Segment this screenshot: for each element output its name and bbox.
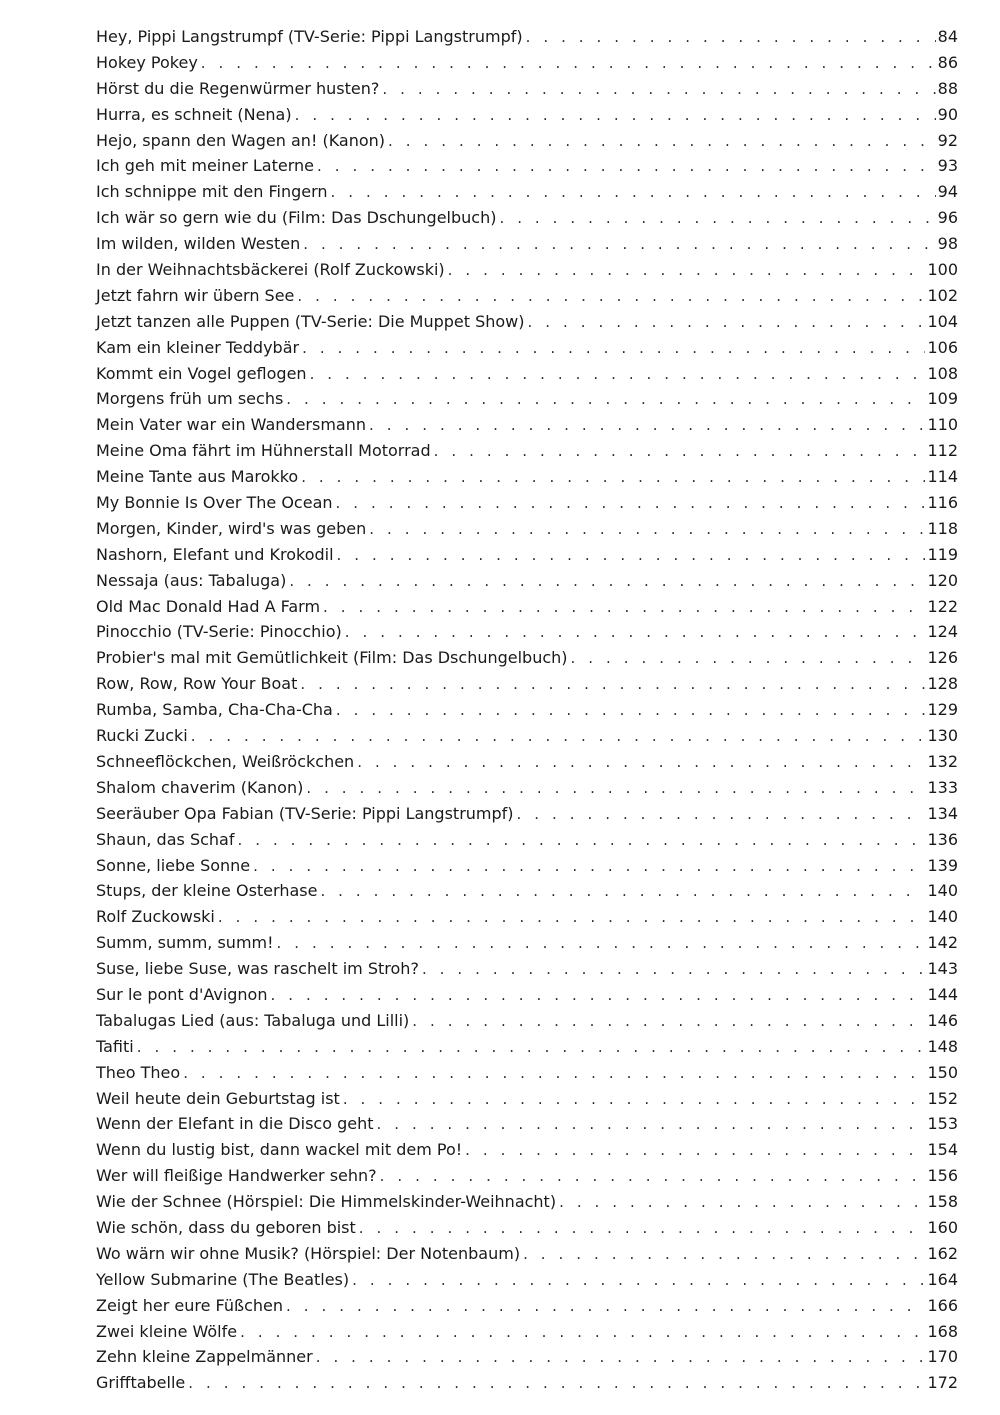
dot-leader (336, 698, 926, 724)
toc-entry-page: 106 (927, 337, 958, 357)
toc-entry-page: 142 (927, 933, 958, 953)
dot-leader (191, 724, 926, 750)
dot-leader (302, 336, 925, 362)
toc-entry-title: Tafiti (96, 1036, 134, 1056)
dot-leader (286, 387, 925, 413)
toc-entry[interactable] (96, 76, 958, 102)
toc-entry[interactable] (96, 542, 958, 568)
dot-leader (523, 1242, 925, 1268)
toc-entry-page: 100 (927, 260, 958, 280)
toc-entry-title: Old Mac Donald Had A Farm (96, 596, 321, 616)
toc-entry[interactable] (96, 361, 958, 387)
toc-entry[interactable] (96, 697, 958, 723)
toc-entry-title: Grifftabelle (96, 1373, 186, 1393)
dot-leader (218, 905, 926, 931)
toc-entry-page: 143 (927, 959, 958, 979)
toc-entry-title: Nessaja (aus: Tabaluga) (96, 570, 287, 590)
dot-leader (357, 750, 925, 776)
toc-entry[interactable] (96, 128, 958, 154)
toc-entry-page: 88 (937, 78, 958, 98)
toc-entry-title: Sonne, liebe Sonne (96, 855, 251, 875)
toc-entry[interactable] (96, 102, 958, 128)
toc-entry-page: 93 (937, 156, 958, 176)
toc-entry[interactable] (96, 1319, 958, 1345)
toc-entry[interactable] (96, 50, 958, 76)
toc-entry-page: 84 (937, 27, 958, 46)
toc-entry-page: 162 (927, 1243, 958, 1263)
toc-entry[interactable] (96, 1370, 958, 1396)
dot-leader (526, 25, 936, 51)
toc-entry-title: My Bonnie Is Over The Ocean (96, 493, 333, 513)
dot-leader (382, 77, 935, 103)
toc-entry[interactable] (96, 386, 958, 412)
toc-entry-title: Zeigt her eure Füßchen (96, 1295, 284, 1315)
toc-entry-title: Theo Theo (96, 1062, 181, 1082)
dot-leader (295, 103, 936, 129)
toc-entry[interactable] (96, 24, 958, 50)
toc-entry[interactable] (96, 568, 958, 594)
toc-entry-title: In der Weihnachtsbäckerei (Rolf Zuckowski) (96, 260, 445, 280)
toc-entry-page: 116 (927, 493, 958, 513)
toc-entry[interactable] (96, 749, 958, 775)
dot-leader (448, 258, 926, 284)
toc-entry[interactable] (96, 671, 958, 697)
toc-entry-page: 126 (927, 648, 958, 668)
dot-leader (137, 1035, 926, 1061)
toc-entry-title: Ich geh mit meiner Laterne (96, 156, 314, 176)
toc-entry-page: 98 (937, 234, 958, 254)
toc-entry-title: Wenn du lustig bist, dann wackel mit dem Po! (96, 1140, 463, 1160)
toc-entry-page: 154 (927, 1140, 958, 1160)
dot-leader (559, 1190, 925, 1216)
toc-entry-title: Seeräuber Opa Fabian (TV-Serie: Pippi Langstrumpf) (96, 803, 514, 823)
dot-leader (286, 1294, 925, 1320)
dot-leader (528, 310, 926, 336)
toc-entry[interactable] (96, 645, 958, 671)
toc-entry-title: Im wilden, wilden Westen (96, 234, 301, 254)
dot-leader (380, 1164, 926, 1190)
toc-entry-page: 146 (927, 1010, 958, 1030)
toc-entry-page: 153 (927, 1114, 958, 1134)
toc-entry-title: Ich schnippe mit den Fingern (96, 182, 328, 202)
toc-entry-page: 92 (937, 130, 958, 150)
toc-entry[interactable] (96, 619, 958, 645)
toc-entry-title: Rucki Zucki (96, 726, 188, 746)
toc-entry[interactable] (96, 1034, 958, 1060)
dot-leader (345, 620, 926, 646)
toc-entry-page: 140 (927, 881, 958, 901)
toc-entry[interactable] (96, 827, 958, 853)
toc-entry[interactable] (96, 335, 958, 361)
toc-entry[interactable] (96, 801, 958, 827)
toc-entry[interactable] (96, 1189, 958, 1215)
toc-entry-title: Nashorn, Elefant und Krokodil (96, 544, 334, 564)
toc-entry[interactable] (96, 1215, 958, 1241)
dot-leader (571, 646, 926, 672)
toc-entry-page: 94 (937, 182, 958, 202)
toc-entry-page: 102 (927, 285, 958, 305)
dot-leader (183, 1061, 925, 1087)
toc-entry-page: 170 (927, 1347, 958, 1367)
toc-entry-page: 96 (937, 208, 958, 228)
dot-leader (297, 284, 925, 310)
toc-entry[interactable] (96, 1267, 958, 1293)
toc-entry-page: 150 (927, 1062, 958, 1082)
toc-entry[interactable] (96, 723, 958, 749)
toc-entry[interactable] (96, 1137, 958, 1163)
toc-entry-title: Wie schön, dass du geboren bist (96, 1217, 356, 1237)
toc-entry-title: Weil heute dein Geburtstag ist (96, 1088, 340, 1108)
toc-entry[interactable] (96, 283, 958, 309)
toc-entry-title: Hokey Pokey (96, 52, 198, 72)
dot-leader (352, 1268, 925, 1294)
dot-leader (270, 983, 925, 1009)
toc-entry[interactable] (96, 257, 958, 283)
toc-entry[interactable] (96, 1163, 958, 1189)
toc-entry[interactable] (96, 982, 958, 1008)
toc-entry-page: 129 (927, 700, 958, 720)
toc-entry-title: Zehn kleine Zappelmänner (96, 1347, 313, 1367)
toc-entry-page: 108 (927, 363, 958, 383)
toc-entry-page: 119 (927, 544, 958, 564)
dot-leader (253, 854, 925, 880)
toc-entry[interactable] (96, 1111, 958, 1137)
dot-leader (201, 51, 936, 77)
toc-entry-page: 128 (927, 674, 958, 694)
toc-entry-title: Jetzt fahrn wir übern See (96, 285, 295, 305)
toc-entry-title: Kam ein kleiner Teddybär (96, 337, 300, 357)
toc-entry[interactable] (96, 1086, 958, 1112)
toc-entry-title: Hurra, es schneit (Nena) (96, 104, 292, 124)
toc-entry-title: Morgen, Kinder, wird's was geben (96, 518, 367, 538)
dot-leader (517, 802, 926, 828)
toc-entry[interactable] (96, 878, 958, 904)
toc-entry-page: 148 (927, 1036, 958, 1056)
dot-leader (317, 154, 936, 180)
toc-entry-page: 122 (927, 596, 958, 616)
toc-entry[interactable] (96, 1344, 958, 1370)
toc-entry-title: Row, Row, Row Your Boat (96, 674, 298, 694)
toc-entry-title: Wo wärn wir ohne Musik? (Hörspiel: Der Notenbaum) (96, 1243, 521, 1263)
dot-leader (331, 180, 936, 206)
toc-entry[interactable] (96, 1241, 958, 1267)
toc-entry-title: Zwei kleine Wölfe (96, 1321, 238, 1341)
toc-entry-page: 140 (927, 907, 958, 927)
toc-entry-title: Probier's mal mit Gemütlichkeit (Film: Das Dschungelbuch) (96, 648, 568, 668)
toc-entry-title: Tabalugas Lied (aus: Tabaluga und Lilli) (96, 1010, 410, 1030)
dot-leader (412, 1009, 925, 1035)
toc-entry-title: Stups, der kleine Osterhase (96, 881, 318, 901)
toc-entry-page: 132 (927, 751, 958, 771)
toc-entry[interactable] (96, 930, 958, 956)
toc-entry[interactable] (96, 594, 958, 620)
toc-entry-title: Meine Oma fährt im Hühnerstall Motorrad (96, 441, 431, 461)
dot-leader (289, 569, 925, 595)
dot-leader (336, 491, 926, 517)
toc-entry-page: 160 (927, 1217, 958, 1237)
toc-entry[interactable] (96, 1060, 958, 1086)
toc-entry-title: Shalom chaverim (Kanon) (96, 777, 304, 797)
dot-leader (320, 879, 925, 905)
toc-entry[interactable] (96, 179, 958, 205)
toc-entry-title: Rolf Zuckowski (96, 907, 215, 927)
toc-entry-page: 144 (927, 984, 958, 1004)
dot-leader (499, 206, 935, 232)
toc-entry-title: Ich wär so gern wie du (Film: Das Dschungelbuch) (96, 208, 497, 228)
toc-entry-page: 139 (927, 855, 958, 875)
toc-entry[interactable] (96, 438, 958, 464)
dot-leader (369, 517, 925, 543)
toc-entry[interactable] (96, 853, 958, 879)
toc-entry-page: 152 (927, 1088, 958, 1108)
dot-leader (434, 439, 926, 465)
toc-entry[interactable] (96, 231, 958, 257)
dot-leader (188, 1371, 925, 1397)
toc-entry-title: Wer will fleißige Handwerker sehn? (96, 1166, 377, 1186)
toc-entry-page: 109 (927, 389, 958, 409)
toc-entry[interactable] (96, 309, 958, 335)
dot-leader (359, 1216, 926, 1242)
toc-entry-page: 114 (927, 467, 958, 487)
dot-leader (237, 828, 925, 854)
dot-leader (465, 1138, 925, 1164)
toc-entry-page: 90 (937, 104, 958, 124)
toc-entry[interactable] (96, 490, 958, 516)
toc-entry-page: 86 (937, 52, 958, 72)
toc-entry-title: Kommt ein Vogel geflogen (96, 363, 307, 383)
toc-entry[interactable] (96, 516, 958, 542)
toc-entry-title: Rumba, Samba, Cha-Cha-Cha (96, 700, 333, 720)
toc-entry[interactable] (96, 464, 958, 490)
toc-entry-title: Wie der Schnee (Hörspiel: Die Himmelskinder-Weihnacht) (96, 1192, 557, 1212)
toc-entry-page: 104 (927, 311, 958, 331)
dot-leader (376, 1112, 925, 1138)
dot-leader (300, 672, 925, 698)
toc-entry-title: Sur le pont d'Avignon (96, 984, 268, 1004)
toc-entry-page: 164 (927, 1269, 958, 1289)
toc-entry[interactable] (96, 205, 958, 231)
toc-entry-title: Suse, liebe Suse, was raschelt im Stroh? (96, 959, 419, 979)
toc-entry-title: Summ, summ, summ! (96, 933, 274, 953)
toc-entry-title: Schneeflöckchen, Weißröckchen (96, 751, 355, 771)
dot-leader (310, 362, 926, 388)
toc-entry[interactable] (96, 904, 958, 930)
dot-leader (422, 957, 926, 983)
dot-leader (306, 776, 925, 802)
dot-leader (343, 1087, 926, 1113)
toc-entry-title: Hörst du die Regenwürmer husten? (96, 78, 380, 98)
toc-entry-title: Yellow Submarine (The Beatles) (96, 1269, 350, 1289)
toc-entry-title: Pinocchio (TV-Serie: Pinocchio) (96, 622, 342, 642)
toc-entry-page: 120 (927, 570, 958, 590)
toc-entry-page: 158 (927, 1192, 958, 1212)
dot-leader (369, 413, 925, 439)
toc-entry[interactable] (96, 1293, 958, 1319)
dot-leader (277, 931, 926, 957)
toc-entry-title: Shaun, das Schaf (96, 829, 235, 849)
dot-leader (240, 1320, 925, 1346)
toc-entry[interactable] (96, 1008, 958, 1034)
toc-entry-page: 112 (927, 441, 958, 461)
toc-entry-page: 134 (927, 803, 958, 823)
dot-leader (323, 595, 925, 621)
toc-entry-page: 110 (927, 415, 958, 435)
dot-leader (303, 232, 935, 258)
toc-entry[interactable] (96, 775, 958, 801)
toc-entry-page: 136 (927, 829, 958, 849)
toc-entry-title: Hejo, spann den Wagen an! (Kanon) (96, 130, 386, 150)
toc-entry-page: 168 (927, 1321, 958, 1341)
toc-entry-page: 156 (927, 1166, 958, 1186)
toc-entry-page: 172 (927, 1373, 958, 1393)
dot-leader (301, 465, 925, 491)
toc-entry[interactable] (96, 153, 958, 179)
toc-entry-title: Mein Vater war ein Wandersmann (96, 415, 367, 435)
toc-entry-page: 124 (927, 622, 958, 642)
toc-entry[interactable] (96, 412, 958, 438)
toc-entry-page: 133 (927, 777, 958, 797)
toc-entry-page: 166 (927, 1295, 958, 1315)
toc-entry-title: Wenn der Elefant in die Disco geht (96, 1114, 374, 1134)
toc-entry-title: Hey, Pippi Langstrumpf (TV-Serie: Pippi Langstrumpf) (96, 27, 523, 46)
dot-leader (388, 129, 936, 155)
dot-leader (316, 1345, 926, 1371)
toc-entry-page: 118 (927, 518, 958, 538)
toc-entry-title: Meine Tante aus Marokko (96, 467, 299, 487)
table-of-contents (96, 24, 958, 1396)
toc-entry-title: Morgens früh um sechs (96, 389, 284, 409)
toc-entry-title: Jetzt tanzen alle Puppen (TV-Serie: Die Muppet Show) (96, 311, 525, 331)
dot-leader (337, 543, 926, 569)
toc-entry-page: 130 (927, 726, 958, 746)
toc-entry[interactable] (96, 956, 958, 982)
